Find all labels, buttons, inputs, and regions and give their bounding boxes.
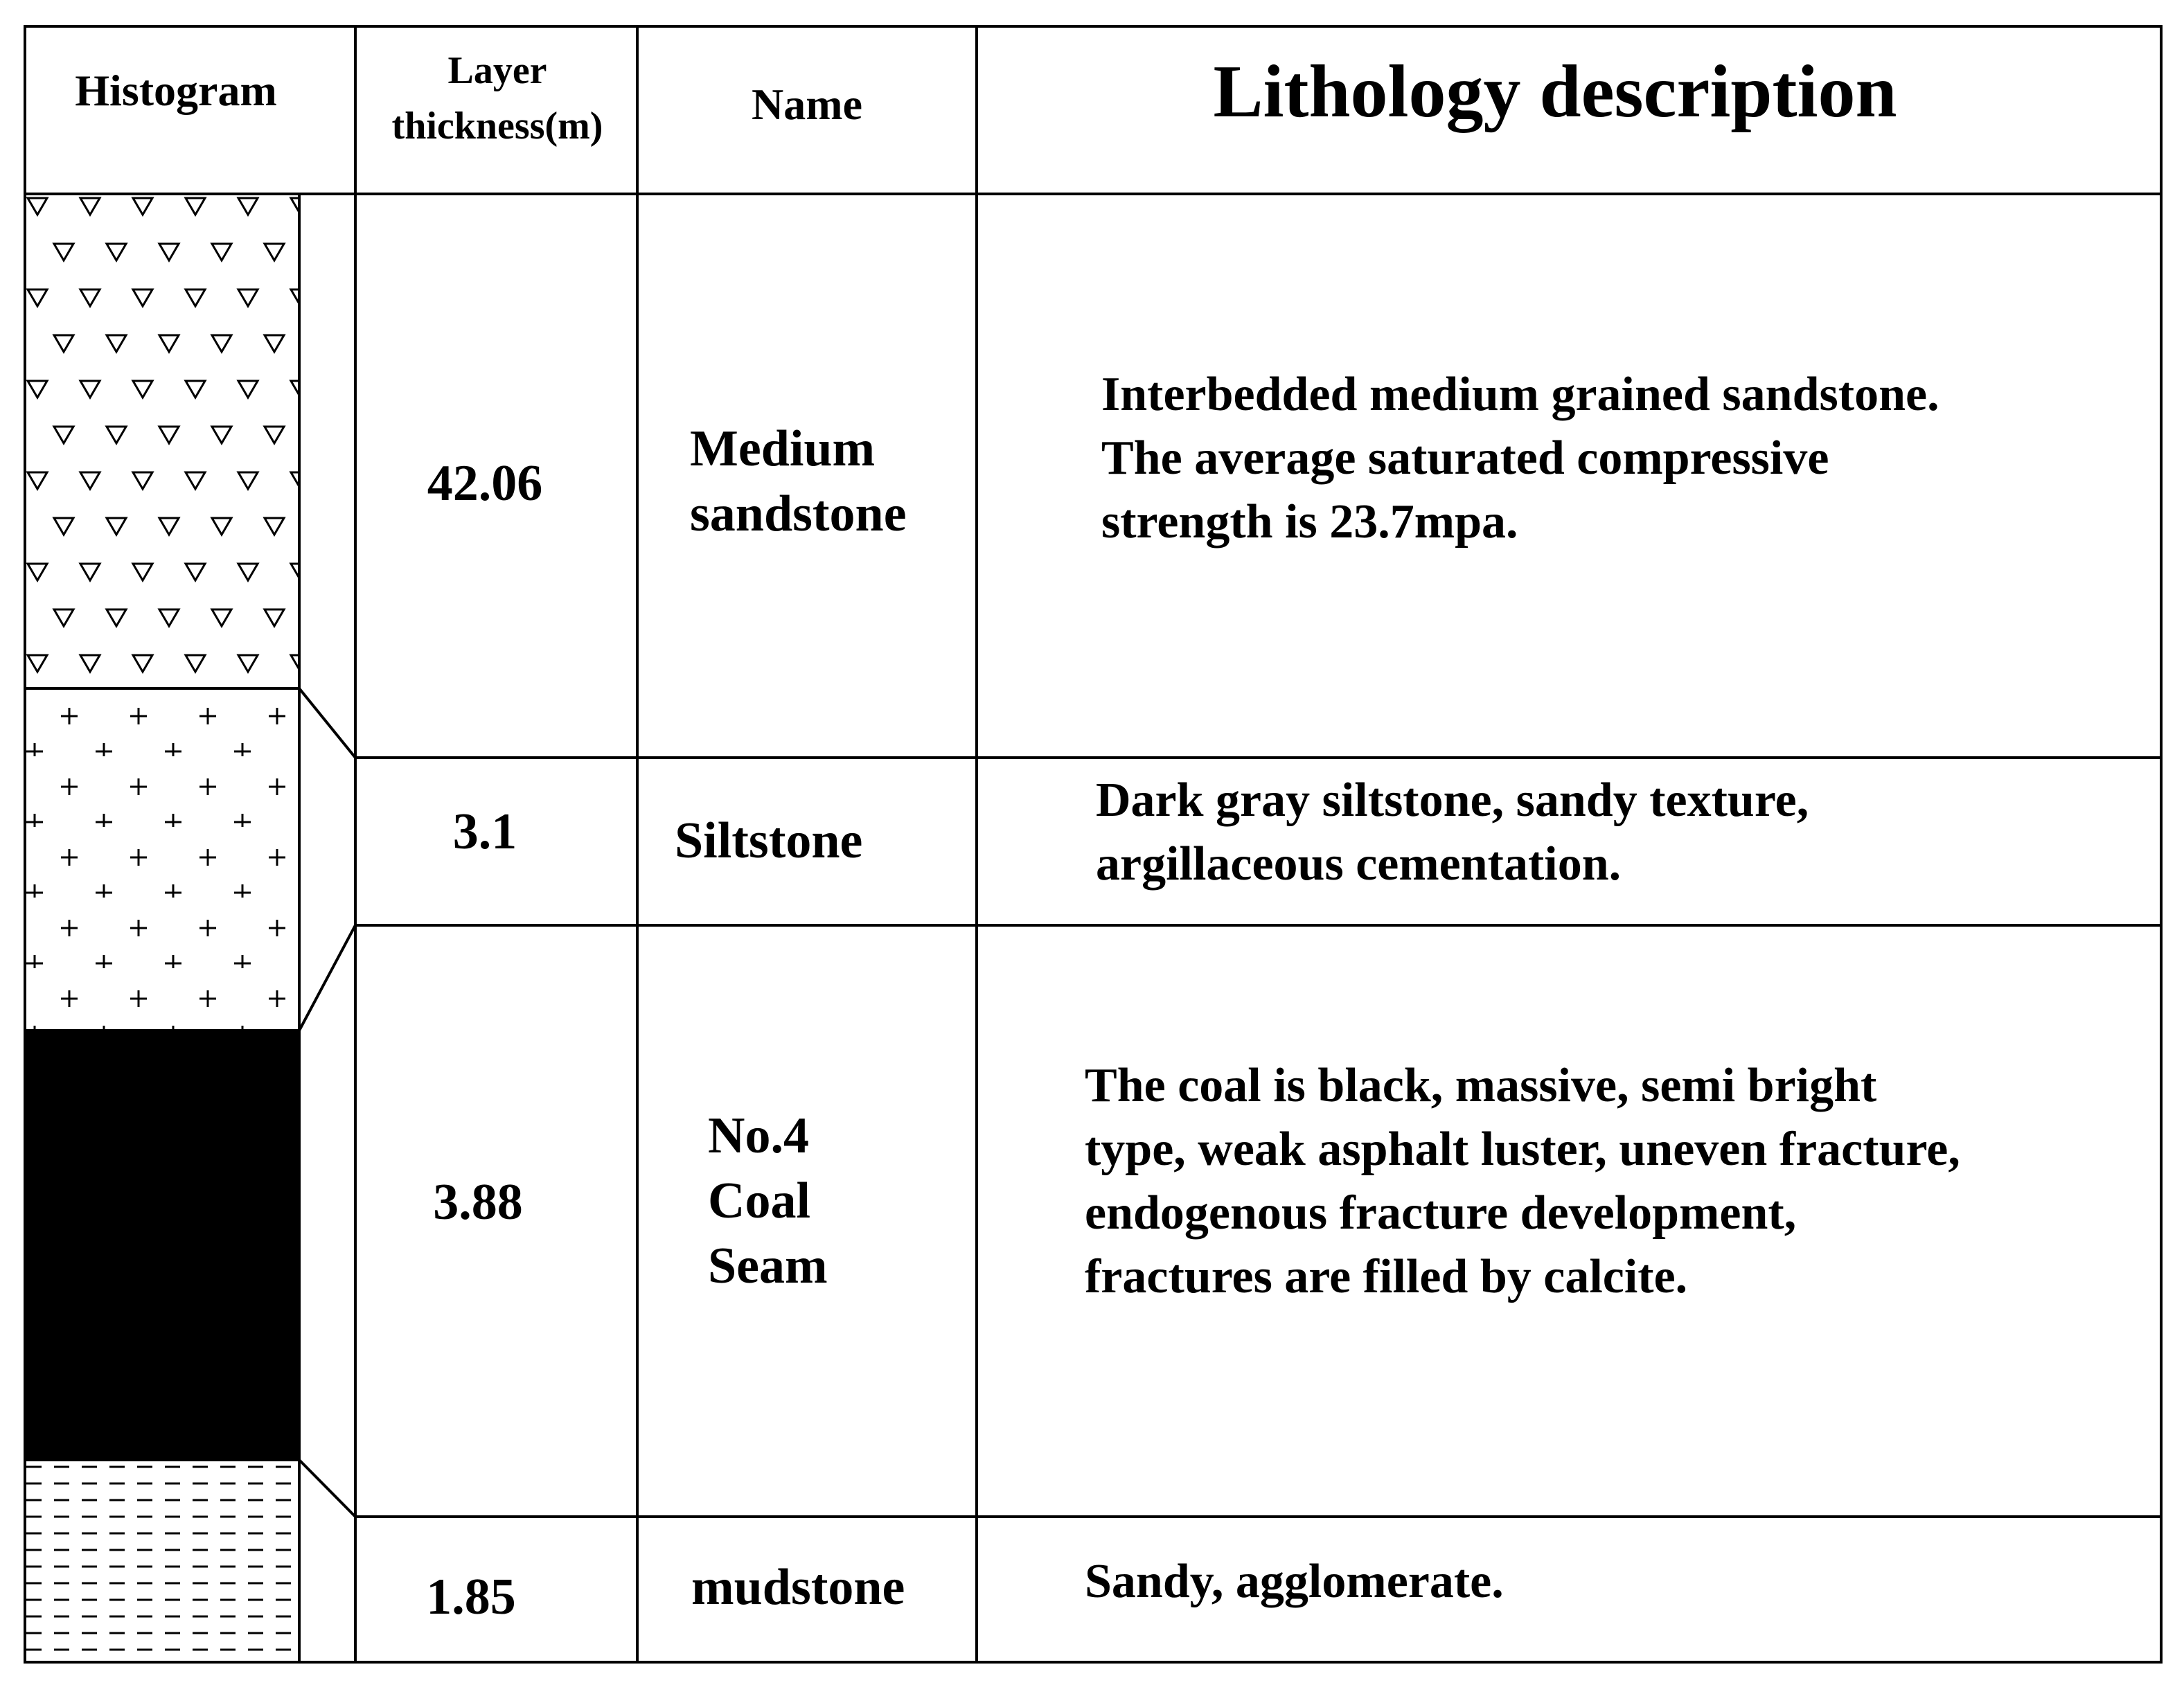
header-thickness-line2: thickness(m) [391, 105, 603, 148]
description-layer-3-line-2: type, weak asphalt luster, uneven fracture, [1085, 1123, 1960, 1176]
header-histogram: Histogram [75, 66, 277, 115]
name-layer-3-line-3: Seam [708, 1238, 828, 1294]
table-grid [25, 26, 2161, 1662]
histogram-mudstone-pattern [25, 1460, 299, 1662]
name-layer-2-line-1: Siltstone [675, 812, 863, 869]
name-layer-1-line-1: Medium [690, 420, 876, 477]
name-layer-3-line-1: No.4 [708, 1107, 809, 1164]
description-layer-1-line-3: strength is 23.7mpa. [1101, 495, 1518, 549]
description-layer-1-line-1: Interbedded medium grained sandstone. [1101, 368, 1939, 421]
description-layer-1-line-2: The average saturated compressive [1101, 431, 1829, 485]
header-lithology-description: Lithology description [1213, 51, 1897, 133]
thickness-layer-2: 3.1 [452, 803, 517, 860]
thickness-layer-3: 3.88 [433, 1174, 523, 1231]
histogram-siltstone-pattern [25, 688, 299, 1031]
description-layer-2-line-1: Dark gray siltstone, sandy texture, [1096, 774, 1809, 827]
description-layer-4-line-1: Sandy, agglomerate. [1085, 1555, 1504, 1608]
histogram-sandstone-pattern [25, 195, 299, 688]
thickness-layer-4: 1.85 [426, 1569, 516, 1625]
header-name: Name [752, 80, 862, 129]
description-layer-2-line-2: argillaceous cementation. [1096, 837, 1622, 891]
histogram-coal-fill [25, 1031, 299, 1460]
name-layer-4-line-1: mudstone [691, 1559, 905, 1616]
header-thickness-line1: Layer [447, 49, 547, 92]
thickness-layer-1: 42.06 [427, 455, 543, 512]
description-layer-3-line-3: endogenous fracture development, [1085, 1186, 1797, 1240]
name-layer-1-line-2: sandstone [690, 485, 907, 542]
description-layer-3-line-4: fractures are filled by calcite. [1085, 1250, 1688, 1303]
name-layer-3-line-2: Coal [708, 1173, 810, 1229]
description-layer-3-line-1: The coal is black, massive, semi bright [1085, 1059, 1877, 1112]
